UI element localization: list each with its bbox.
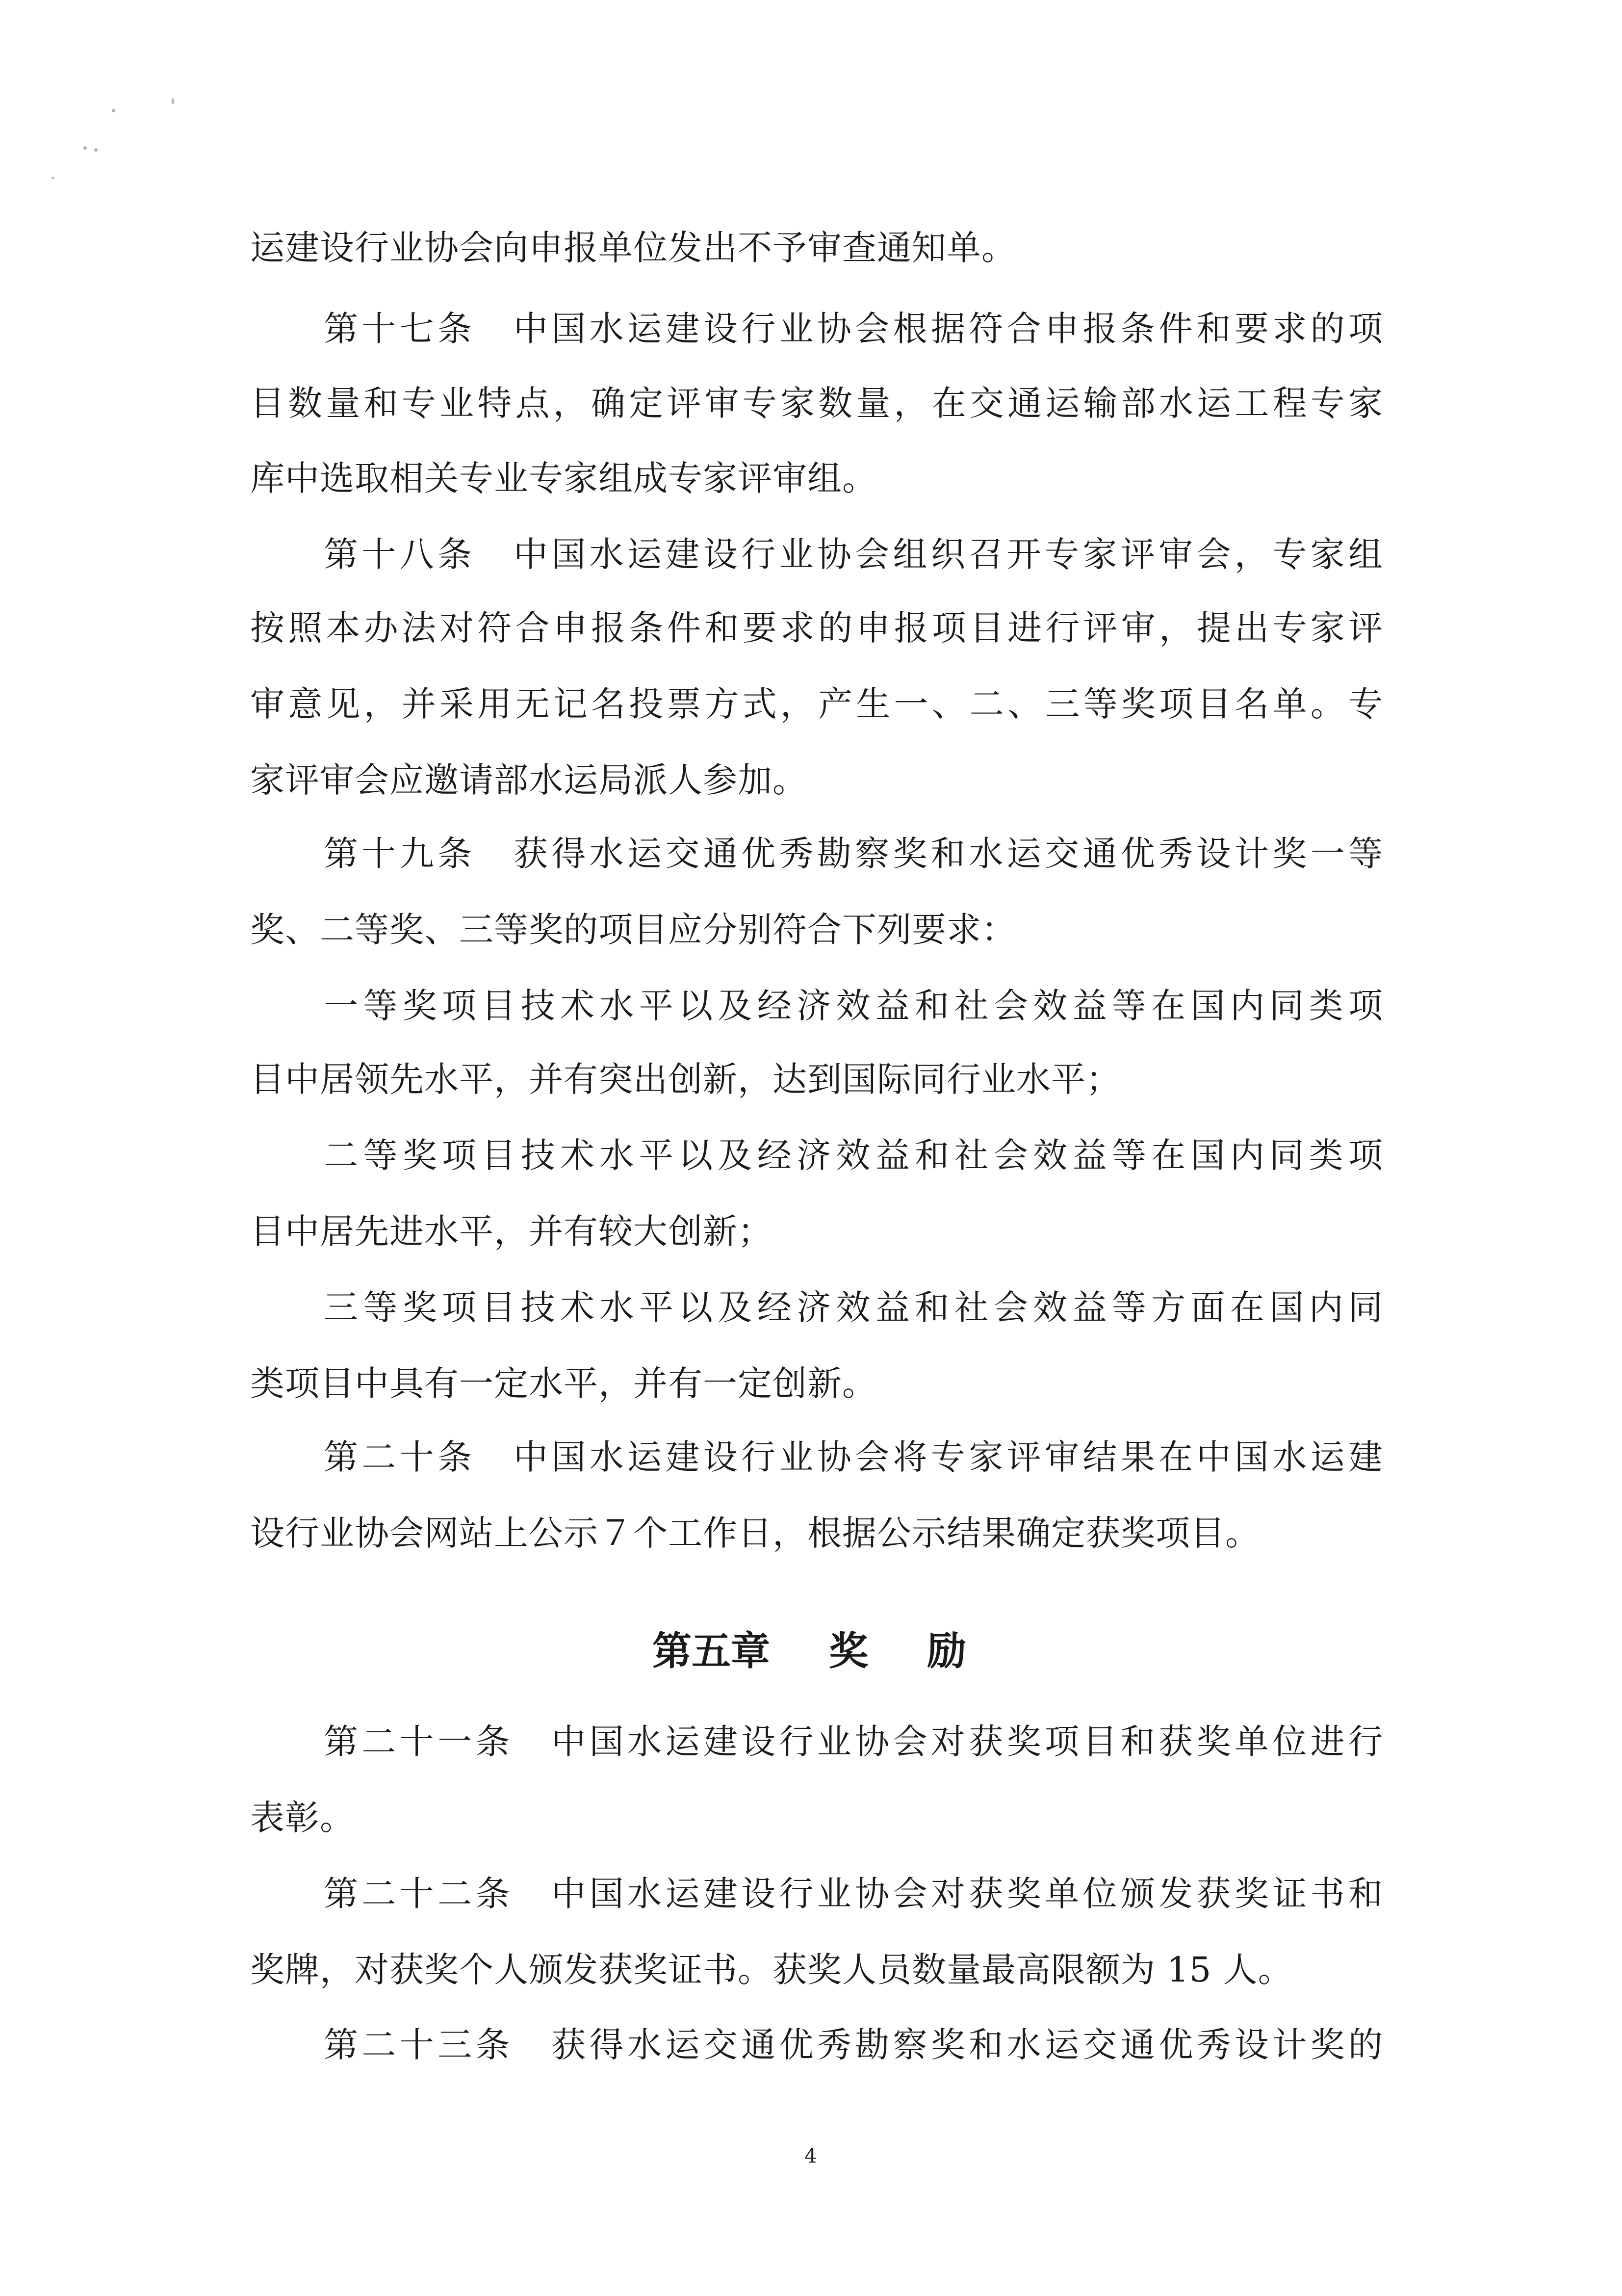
article-23-line-1: 第二十三条 获得水运交通优秀勘察奖和水运交通优秀设计奖的 <box>324 2025 1383 2065</box>
chapter-heading <box>490 1624 1128 1678</box>
text-line: 家评审会应邀请部水运局派人参加。 <box>250 760 807 800</box>
text-line: 目数量和专业特点，确定评审专家数量，在交通运输部水运工程专家 <box>250 383 1383 423</box>
chapter-title-char-2: 励 <box>927 1628 966 1674</box>
text-line: 库中选取相关专业专家组成专家评审组。 <box>250 458 877 498</box>
article-18-line-1: 第十八条 中国水运建设行业协会组织召开专家评审会，专家组 <box>324 534 1383 574</box>
text-line: 目中居领先水平，并有突出创新，达到国际同行业水平； <box>250 1059 1121 1099</box>
article-22-line-1: 第二十二条 中国水运建设行业协会对获奖单位颁发获奖证书和 <box>324 1874 1383 1914</box>
text-line: 奖牌，对获奖个人颁发获奖证书。获奖人员数量最高限额为 15 人。 <box>250 1950 1293 1990</box>
article-21-line-1: 第二十一条 中国水运建设行业协会对获奖项目和获奖单位进行 <box>324 1722 1383 1762</box>
text-line: 奖、二等奖、三等奖的项目应分别符合下列要求： <box>250 910 1016 950</box>
page-number: 4 <box>804 2145 817 2167</box>
third-prize-line-1: 三等奖项目技术水平以及经济效益和社会效益等方面在国内同 <box>324 1287 1383 1328</box>
text-line: 设行业协会网站上公示７个工作日，根据公示结果确定获奖项目。 <box>250 1513 1260 1553</box>
article-19-line-1: 第十九条 获得水运交通优秀勘察奖和水运交通优秀设计奖一等 <box>324 834 1383 874</box>
article-20-line-1: 第二十条 中国水运建设行业协会将专家评审结果在中国水运建 <box>324 1437 1383 1477</box>
text-line: 审意见，并采用无记名投票方式，产生一、二、三等奖项目名单。专 <box>250 684 1383 724</box>
text-line: 表彰。 <box>250 1798 355 1838</box>
text-line: 按照本办法对符合申报条件和要求的申报项目进行评审，提出专家评 <box>250 608 1383 648</box>
first-prize-line-1: 一等奖项目技术水平以及经济效益和社会效益等在国内同类项 <box>324 986 1383 1026</box>
text-line: 类项目中具有一定水平，并有一定创新。 <box>250 1363 877 1404</box>
chapter-number: 第五章 <box>652 1628 770 1674</box>
text-line: 目中居先进水平，并有较大创新； <box>250 1211 772 1252</box>
text-line: 运建设行业协会向申报单位发出不予审查通知单。 <box>250 228 1016 268</box>
article-17-line-1: 第十七条 中国水运建设行业协会根据符合申报条件和要求的项 <box>324 309 1383 349</box>
second-prize-line-1: 二等奖项目技术水平以及经济效益和社会效益等在国内同类项 <box>324 1135 1383 1175</box>
chapter-title-char-1: 奖 <box>829 1628 868 1674</box>
